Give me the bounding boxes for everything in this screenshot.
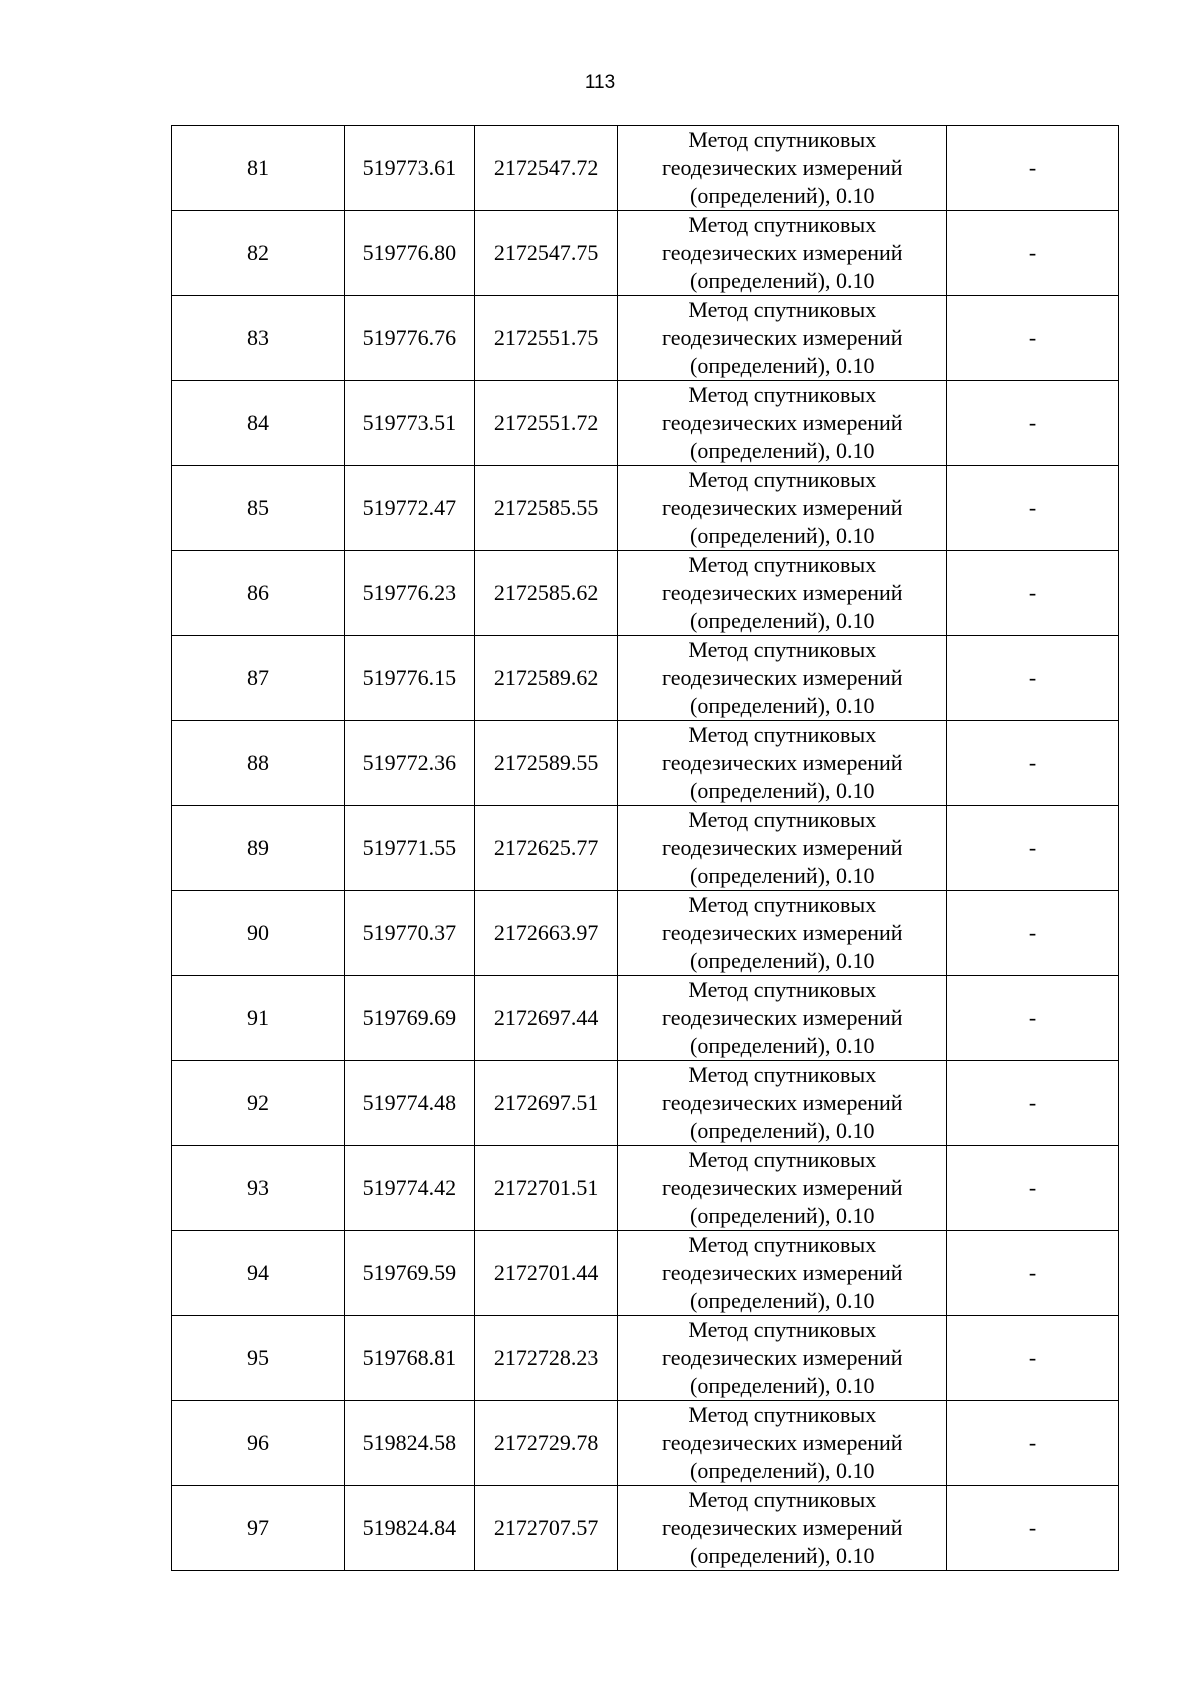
note-cell: - [947,1231,1119,1316]
y-coordinate-cell: 2172625.77 [474,806,618,891]
method-cell [618,551,947,636]
method-cell [618,211,947,296]
point-number-cell: 87 [172,636,345,721]
x-coordinate-cell: 519776.23 [344,551,474,636]
method-line: (определений), 0.10 [690,1118,875,1143]
method-line: геодезических измерений [661,155,903,180]
note-cell: - [947,1316,1119,1401]
x-coordinate-cell: 519772.36 [344,721,474,806]
method-line: (определений), 0.10 [690,353,875,378]
point-number-cell: 93 [172,1146,345,1231]
method-cell [618,381,947,466]
page-number: 113 [584,72,616,93]
note-cell: - [947,806,1119,891]
method-line: (определений), 0.10 [690,1288,875,1313]
point-number-cell: 90 [172,891,345,976]
method-line: Метод спутниковых [688,807,877,832]
point-number-cell: 96 [172,1401,345,1486]
point-number-cell: 81 [172,126,345,211]
method-cell [618,636,947,721]
point-number-cell: 92 [172,1061,345,1146]
method-line: (определений), 0.10 [690,863,875,888]
method-line: Метод спутниковых [688,977,877,1002]
method-line: (определений), 0.10 [690,1373,875,1398]
method-line: Метод спутниковых [688,722,877,747]
point-number-cell: 88 [172,721,345,806]
y-coordinate-cell: 2172589.55 [474,721,618,806]
note-cell: - [947,1146,1119,1231]
y-coordinate-cell: 2172663.97 [474,891,618,976]
method-line: геодезических измерений [661,1515,903,1540]
method-line: Метод спутниковых [688,1487,877,1512]
method-line: (определений), 0.10 [690,1203,875,1228]
x-coordinate-cell: 519774.48 [344,1061,474,1146]
method-cell [618,806,947,891]
method-line: (определений), 0.10 [690,608,875,633]
note-cell: - [947,551,1119,636]
method-line: геодезических измерений [661,325,903,350]
method-line: (определений), 0.10 [690,1458,875,1483]
method-cell [618,466,947,551]
x-coordinate-cell: 519774.42 [344,1146,474,1231]
method-line: Метод спутниковых [688,1232,877,1257]
x-coordinate-cell: 519768.81 [344,1316,474,1401]
method-cell [618,1231,947,1316]
note-cell: - [947,381,1119,466]
method-line: Метод спутниковых [688,637,877,662]
method-line: (определений), 0.10 [690,693,875,718]
point-number-cell: 89 [172,806,345,891]
note-cell: - [947,466,1119,551]
method-line: геодезических измерений [661,1430,903,1455]
x-coordinate-cell: 519769.69 [344,976,474,1061]
table-row [172,1401,1119,1486]
method-cell [618,891,947,976]
note-cell: - [947,296,1119,381]
method-line: Метод спутниковых [688,297,877,322]
method-line: (определений), 0.10 [690,778,875,803]
x-coordinate-cell: 519773.61 [344,126,474,211]
table-row [172,721,1119,806]
y-coordinate-cell: 2172585.55 [474,466,618,551]
point-number-cell: 85 [172,466,345,551]
method-line: геодезических измерений [661,665,903,690]
method-line: Метод спутниковых [688,1062,877,1087]
table-row [172,1231,1119,1316]
method-line: геодезических измерений [661,1090,903,1115]
method-line: Метод спутниковых [688,892,877,917]
method-line: (определений), 0.10 [690,268,875,293]
method-line: Метод спутниковых [688,382,877,407]
method-line: геодезических измерений [661,410,903,435]
y-coordinate-cell: 2172697.51 [474,1061,618,1146]
method-line: геодезических измерений [661,1345,903,1370]
method-cell [618,1061,947,1146]
point-number-cell: 83 [172,296,345,381]
x-coordinate-cell: 519824.58 [344,1401,474,1486]
note-cell: - [947,891,1119,976]
x-coordinate-cell: 519772.47 [344,466,474,551]
y-coordinate-cell: 2172585.62 [474,551,618,636]
method-line: (определений), 0.10 [690,948,875,973]
x-coordinate-cell: 519776.76 [344,296,474,381]
method-cell [618,976,947,1061]
table-row [172,466,1119,551]
method-line: геодезических измерений [661,580,903,605]
coordinates-table-body [172,126,1119,1571]
x-coordinate-cell: 519770.37 [344,891,474,976]
y-coordinate-cell: 2172547.72 [474,126,618,211]
method-line: геодезических измерений [661,1175,903,1200]
y-coordinate-cell: 2172551.72 [474,381,618,466]
x-coordinate-cell: 519771.55 [344,806,474,891]
coordinates-table [171,125,1119,1571]
note-cell: - [947,976,1119,1061]
y-coordinate-cell: 2172551.75 [474,296,618,381]
table-row [172,976,1119,1061]
method-line: Метод спутниковых [688,127,877,152]
method-line: геодезических измерений [661,750,903,775]
method-cell [618,126,947,211]
y-coordinate-cell: 2172729.78 [474,1401,618,1486]
method-line: Метод спутниковых [688,212,877,237]
method-line: Метод спутниковых [688,1317,877,1342]
table-row [172,891,1119,976]
point-number-cell: 97 [172,1486,345,1571]
table-row [172,381,1119,466]
method-line: (определений), 0.10 [690,183,875,208]
method-cell [618,1401,947,1486]
point-number-cell: 86 [172,551,345,636]
table-row [172,1316,1119,1401]
method-line: геодезических измерений [661,240,903,265]
note-cell: - [947,126,1119,211]
method-line: геодезических измерений [661,835,903,860]
note-cell: - [947,1061,1119,1146]
x-coordinate-cell: 519824.84 [344,1486,474,1571]
table-row [172,636,1119,721]
note-cell: - [947,211,1119,296]
x-coordinate-cell: 519776.80 [344,211,474,296]
method-line: Метод спутниковых [688,552,877,577]
method-line: Метод спутниковых [688,1147,877,1172]
note-cell: - [947,1486,1119,1571]
method-line: геодезических измерений [661,920,903,945]
y-coordinate-cell: 2172547.75 [474,211,618,296]
note-cell: - [947,1401,1119,1486]
method-line: (определений), 0.10 [690,1033,875,1058]
y-coordinate-cell: 2172701.44 [474,1231,618,1316]
table-row [172,126,1119,211]
method-line: геодезических измерений [661,1260,903,1285]
method-line: геодезических измерений [661,1005,903,1030]
y-coordinate-cell: 2172697.44 [474,976,618,1061]
method-line: (определений), 0.10 [690,523,875,548]
y-coordinate-cell: 2172707.57 [474,1486,618,1571]
point-number-cell: 94 [172,1231,345,1316]
y-coordinate-cell: 2172728.23 [474,1316,618,1401]
method-line: Метод спутниковых [688,1402,877,1427]
table-row [172,551,1119,636]
x-coordinate-cell: 519776.15 [344,636,474,721]
point-number-cell: 91 [172,976,345,1061]
point-number-cell: 84 [172,381,345,466]
note-cell: - [947,721,1119,806]
point-number-cell: 82 [172,211,345,296]
method-cell [618,721,947,806]
table-row [172,1061,1119,1146]
table-row [172,296,1119,381]
y-coordinate-cell: 2172701.51 [474,1146,618,1231]
method-cell [618,1316,947,1401]
x-coordinate-cell: 519769.59 [344,1231,474,1316]
method-line: Метод спутниковых [688,467,877,492]
method-line: (определений), 0.10 [690,1543,875,1568]
point-number-cell: 95 [172,1316,345,1401]
table-row [172,1146,1119,1231]
method-cell [618,296,947,381]
method-line: геодезических измерений [661,495,903,520]
x-coordinate-cell: 519773.51 [344,381,474,466]
table-row [172,806,1119,891]
note-cell: - [947,636,1119,721]
method-cell [618,1146,947,1231]
table-row [172,211,1119,296]
y-coordinate-cell: 2172589.62 [474,636,618,721]
method-cell [618,1486,947,1571]
method-line: (определений), 0.10 [690,438,875,463]
table-row [172,1486,1119,1571]
